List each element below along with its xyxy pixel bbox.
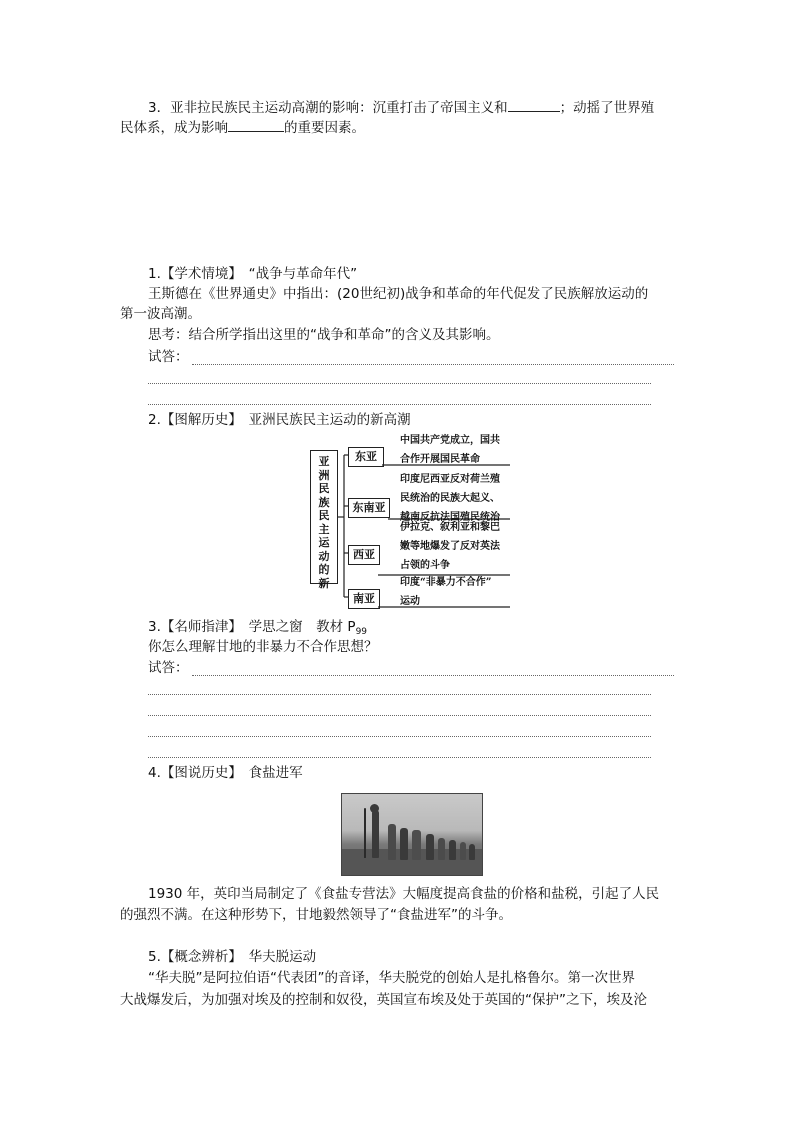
fill-blank-1[interactable] xyxy=(508,97,560,112)
branch-west-asia-desc xyxy=(400,518,500,575)
branch-west-asia: 西亚 xyxy=(348,545,380,565)
desc-line: 印度尼西亚反对荷兰殖 xyxy=(400,474,500,485)
item5-para-line1: “华夫脱”是阿拉伯语“代表团”的音译，华夫脱党的创始人是扎格鲁尔。第一次世界 xyxy=(148,970,635,986)
branch-southeast-asia: 东南亚 xyxy=(348,498,390,518)
item1-answer-line-2[interactable] xyxy=(148,383,651,384)
section3-text-b: ；动摇了世界殖 xyxy=(559,100,655,116)
root-char: 洲 xyxy=(318,468,330,482)
item3-answer-label: 试答： xyxy=(148,660,189,676)
item3-page-sub: 99 xyxy=(355,627,368,637)
desc-line: 占领的斗争 xyxy=(400,560,450,571)
root-char: 动 xyxy=(318,549,330,563)
section3-text-c: 民体系，成为影响 xyxy=(120,120,228,136)
item3-answer-line-4[interactable] xyxy=(148,736,651,737)
item5-para-line2: 大战爆发后，为加强对埃及的控制和奴役，英国宣布埃及处于英国的“保护”之下，埃及沦 xyxy=(120,992,647,1008)
root-char: 主 xyxy=(318,522,330,536)
root-char: 民 xyxy=(318,509,330,522)
section3-line2 xyxy=(120,117,365,138)
root-char: 民 xyxy=(318,482,330,495)
item2-title: 2.【图解历史】 亚洲民族民主运动的新高潮 xyxy=(148,412,411,428)
root-char: 运 xyxy=(318,536,330,549)
root-char: 的 xyxy=(318,563,330,576)
desc-line: 中国共产党成立，国共 xyxy=(400,435,500,446)
section3-line1 xyxy=(148,97,654,118)
desc-line: 合作开展国民革命 xyxy=(400,454,480,465)
item4-para-line1: 1930 年，英印当局制定了《食盐专营法》大幅度提高食盐的价格和盐税，引起了人民 xyxy=(148,886,660,902)
mindmap xyxy=(308,435,528,612)
item1-line3: 思考：结合所学指出这里的“战争和革命”的含义及其影响。 xyxy=(148,327,500,343)
item3-answer-line-3[interactable] xyxy=(148,715,651,716)
item1-line2: 第一波高潮。 xyxy=(120,306,201,322)
item1-line1: 王斯德在《世界通史》中指出：(20世纪初)战争和革命的年代促发了民族解放运动的 xyxy=(148,286,649,302)
fill-blank-2[interactable] xyxy=(228,117,284,132)
desc-line: 越南反抗法国殖民统治 xyxy=(400,512,500,523)
item3-answer-line-2[interactable] xyxy=(148,694,651,695)
item1-title: 1.【学术情境】 “战争与革命年代” xyxy=(148,266,358,282)
item4-para-line2: 的强烈不满。在这种形势下，甘地毅然领导了“食盐进军”的斗争。 xyxy=(120,907,512,923)
root-char: 亚 xyxy=(318,455,330,468)
desc-line: 民统治的民族大起义、 xyxy=(400,493,500,504)
section3-text-d: 的重要因素。 xyxy=(284,120,365,136)
item3-title-text: 3.【名师指津】 学思之窗 教材 P xyxy=(148,619,356,635)
item3-answer-line-5[interactable] xyxy=(148,757,651,758)
root-char: 新 xyxy=(318,576,330,590)
item1-answer-line-1[interactable] xyxy=(192,364,674,365)
item1-answer-line-3[interactable] xyxy=(148,404,651,405)
section3-text-a: 3．亚非拉民族民主运动高潮的影响：沉重打击了帝国主义和 xyxy=(148,100,508,116)
desc-line: 嫩等地爆发了反对英法 xyxy=(400,541,500,552)
item5-title: 5.【概念辨析】 华夫脱运动 xyxy=(148,949,317,965)
item1-answer-label: 试答： xyxy=(148,349,189,365)
desc-line: 印度“非暴力不合作” xyxy=(400,577,492,588)
branch-south-asia: 南亚 xyxy=(348,589,380,609)
salt-march-statue-photo xyxy=(341,793,483,876)
branch-east-asia: 东亚 xyxy=(348,447,384,467)
item4-title: 4.【图说历史】 食盐进军 xyxy=(148,765,303,781)
root-char: 族 xyxy=(318,495,330,509)
desc-line: 运动 xyxy=(400,596,420,607)
desc-line: 伊拉克、叙利亚和黎巴 xyxy=(400,522,500,533)
branch-east-asia-desc xyxy=(400,431,500,469)
item3-answer-line-1[interactable] xyxy=(192,675,674,676)
branch-south-asia-desc xyxy=(400,573,492,611)
item3-question: 你怎么理解甘地的非暴力不合作思想？ xyxy=(148,639,378,655)
